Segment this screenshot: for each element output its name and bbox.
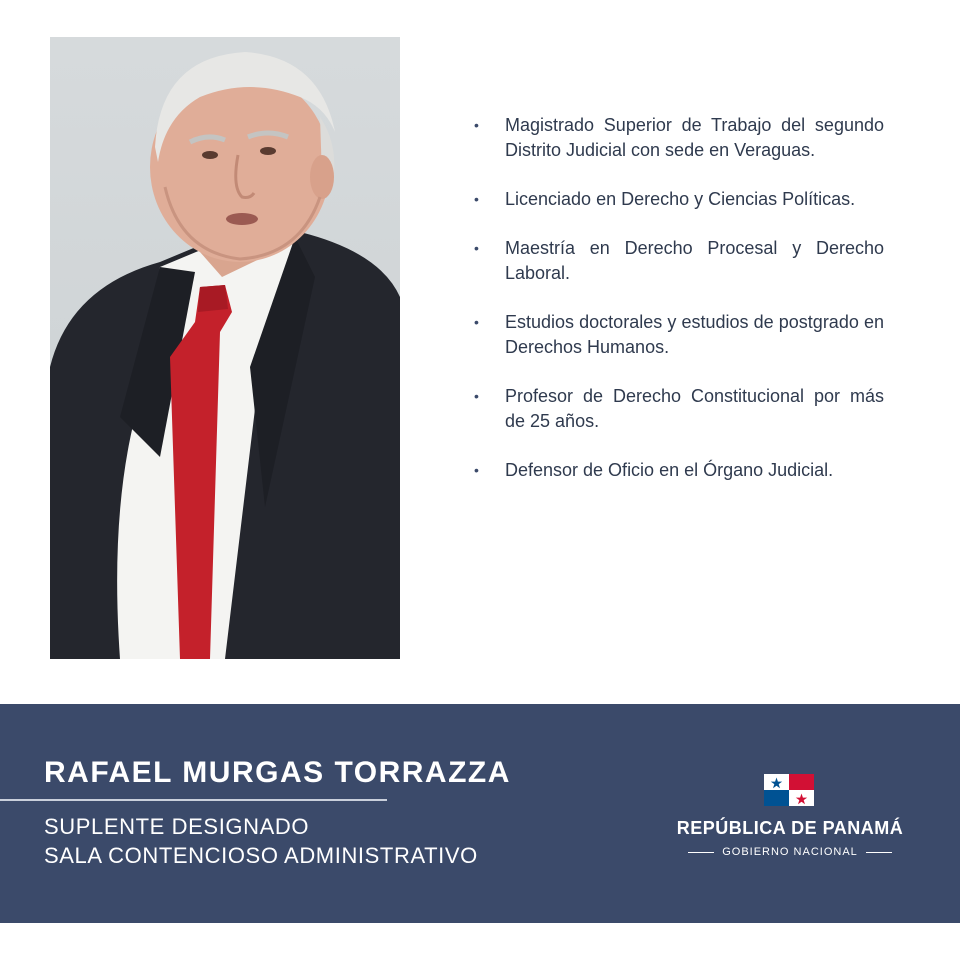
- bio-item-text: Maestría en Derecho Procesal y Derecho Laboral.: [505, 238, 884, 283]
- government-title: REPÚBLICA DE PANAMÁ: [676, 818, 904, 838]
- bio-item: [470, 236, 884, 286]
- bio-item: [470, 187, 884, 212]
- bio-list: [470, 113, 884, 507]
- bullet-icon: •: [474, 388, 479, 404]
- bullet-icon: •: [474, 191, 479, 207]
- bio-item-text: Profesor de Derecho Constitucional por más de 25 años.: [505, 386, 884, 431]
- portrait-illustration: [50, 37, 400, 659]
- bio-item: [470, 310, 884, 360]
- name-divider: [0, 799, 387, 801]
- bio-item: [470, 384, 884, 434]
- bullet-icon: •: [474, 314, 479, 330]
- government-subtitle: GOBIERNO NACIONAL: [722, 846, 858, 858]
- role-title: SUPLENTE DESIGNADO: [44, 814, 310, 839]
- subtitle-rule-right: [866, 852, 892, 853]
- bio-item-text: Licenciado en Derecho y Ciencias Políticas.: [505, 189, 856, 209]
- portrait-photo: [50, 37, 400, 659]
- bio-item-text: Estudios doctorales y estudios de postgrado en Derechos Humanos.: [505, 312, 884, 357]
- footer-band: [0, 704, 960, 923]
- government-emblem: [660, 774, 920, 874]
- bullet-icon: •: [474, 462, 479, 478]
- bio-item: [470, 113, 884, 163]
- bio-item-text: Magistrado Superior de Trabajo del segundo Distrito Judicial con sede en Veraguas.: [505, 115, 884, 160]
- bullet-icon: •: [474, 117, 479, 133]
- bio-item: [470, 458, 884, 483]
- person-name: RAFAEL MURGAS TORRAZZA: [44, 756, 511, 789]
- role-department: SALA CONTENCIOSO ADMINISTRATIVO: [44, 843, 478, 868]
- bullet-icon: •: [474, 240, 479, 256]
- panama-flag-icon: [764, 774, 814, 806]
- subtitle-rule-left: [688, 852, 714, 853]
- government-subtitle-row: [660, 844, 920, 860]
- bio-item-text: Defensor de Oficio en el Órgano Judicial.: [505, 460, 834, 480]
